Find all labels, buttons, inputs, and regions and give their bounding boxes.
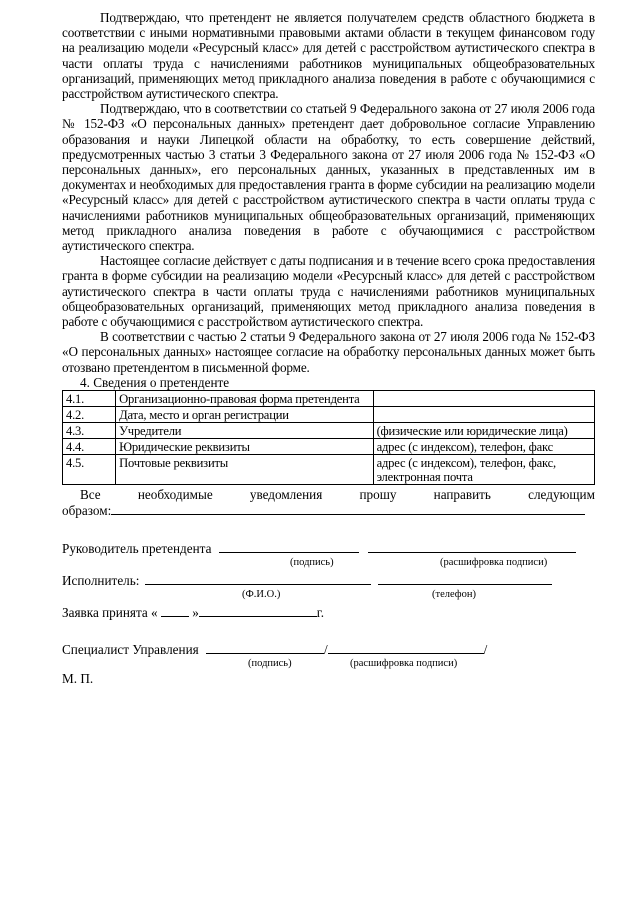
head-signature-label: Руководитель претендента — [62, 541, 212, 557]
notice-line — [62, 487, 595, 502]
form-fields — [62, 487, 595, 686]
executor-line — [62, 572, 595, 602]
executor-phone-field[interactable] — [378, 572, 552, 585]
stamp-place: М. П. — [62, 670, 94, 686]
row-label: Почтовые реквизиты — [116, 455, 373, 485]
head-signature-line — [62, 540, 595, 568]
table-row — [63, 455, 595, 485]
row-label: Юридические реквизиты — [116, 439, 373, 455]
head-signature-field[interactable] — [219, 540, 359, 553]
caption-decode: (расшифровка подписи) — [350, 657, 458, 669]
caption-signature: (подпись) — [290, 557, 334, 569]
notice-word: уведомления — [249, 487, 323, 503]
row-number: 4.2. — [63, 407, 116, 423]
notice-word: Все — [80, 487, 101, 503]
notice-method-label: образом: — [62, 503, 112, 519]
accepted-suffix: г. — [316, 605, 325, 621]
row-label: Дата, место и орган регистрации — [116, 407, 373, 423]
specialist-line — [62, 641, 595, 671]
notice-word: необходимые — [137, 487, 213, 503]
row-value[interactable]: адрес (с индексом), телефон, факс, электронная почта — [373, 455, 594, 485]
accepted-prefix: Заявка принята « — [62, 605, 158, 621]
row-value[interactable] — [373, 391, 594, 407]
paragraph-consent-revocation: В соответствии с частью 2 статьи 9 Федерального закона от 27 июля 2006 года № 152-ФЗ «О персональных данных» настоящее согласие на обработку персональных данных может быть отозвано претендентом в письменной форме. — [62, 329, 595, 375]
row-label: Организационно-правовая форма претендента — [116, 391, 373, 407]
accepted-month-field[interactable] — [199, 604, 317, 617]
row-value[interactable] — [373, 407, 594, 423]
specialist-slash: / — [483, 641, 488, 657]
row-number: 4.5. — [63, 455, 116, 485]
specialist-decode-field[interactable] — [328, 641, 484, 654]
paragraph-consent-processing: Подтверждаю, что в соответствии со статьей 9 Федерального закона от 27 июля 2006 года № 152-ФЗ «О персональных данных» претендент дает добровольное согласие Управлению образования и науки Липецкой области на обработку, то есть совершение действий, предусмотренных частью 3 статьи 3 Федерального закона от 27 июля 2006 года № 152-ФЗ «О персональных данных», его персональных данных, указанных в представленных им в документах и необходимых для предоставления гранта в форме субсидии на реализацию модели «Ресурсный класс» для детей с расстройством аутистического спектра в части оплаты труда с начислениями работников муниципальных общеобразовательных организаций, применяющих метод прикладного анализа поведения в работе с обучающимися с расстройством аутистического спектра. — [62, 101, 595, 254]
accepted-middle: » — [192, 605, 199, 621]
paragraph-consent-duration: Настоящее согласие действует с даты подписания и в течение всего срока предоставления гранта в форме субсидии на реализацию модели «Ресурсный класс» для детей с расстройством аутистического спектра в части оплаты труда с начислениями работников муниципальных общеобразовательных организаций, применяющих метод прикладного анализа поведения в работе с обучающимися с расстройством аутистического спектра. — [62, 253, 595, 330]
specialist-label: Специалист Управления — [62, 641, 199, 657]
caption-name: (Ф.И.О.) — [242, 589, 281, 601]
row-number: 4.1. — [63, 391, 116, 407]
paragraph-no-other-funding: Подтверждаю, что претендент не является получателем средств областного бюджета в соответствии с иными нормативными правовыми актами области в текущем финансовом году на реализацию модели «Ресурсный класс» для детей с расстройством аутистического спектра в части оплаты труда с начислениями работников муниципальных общеобразовательных организаций, применяющих метод прикладного анализа поведения в работе с обучающимися с расстройством аутистического спектра. — [62, 10, 595, 102]
notice-word: направить — [433, 487, 491, 503]
caption-decode: (расшифровка подписи) — [440, 557, 548, 569]
document-page — [62, 10, 595, 686]
row-value[interactable]: (физические или юридические лица) — [373, 423, 594, 439]
row-number: 4.3. — [63, 423, 116, 439]
applicant-info-table — [62, 390, 595, 485]
specialist-slash: / — [324, 641, 328, 657]
caption-signature: (подпись) — [248, 657, 292, 669]
notice-word: следующим — [528, 487, 595, 503]
notice-method-field[interactable] — [111, 502, 585, 515]
executor-name-field[interactable] — [145, 572, 371, 585]
row-label: Учредители — [116, 423, 373, 439]
row-value[interactable]: адрес (с индексом), телефон, факс — [373, 439, 594, 455]
row-number: 4.4. — [63, 439, 116, 455]
table-row — [63, 439, 595, 455]
section-title: 4. Сведения о претенденте — [80, 374, 230, 390]
table-row — [63, 407, 595, 423]
table-row — [63, 423, 595, 439]
notice-word: прошу — [359, 487, 397, 503]
accepted-line — [62, 604, 595, 620]
executor-label: Исполнитель: — [62, 573, 140, 589]
head-signature-decode-field[interactable] — [368, 540, 576, 553]
table-row — [63, 391, 595, 407]
caption-phone: (телефон) — [432, 589, 476, 601]
notice-method-line — [62, 502, 595, 518]
accepted-day-field[interactable] — [161, 604, 189, 617]
specialist-signature-field[interactable] — [206, 641, 324, 654]
